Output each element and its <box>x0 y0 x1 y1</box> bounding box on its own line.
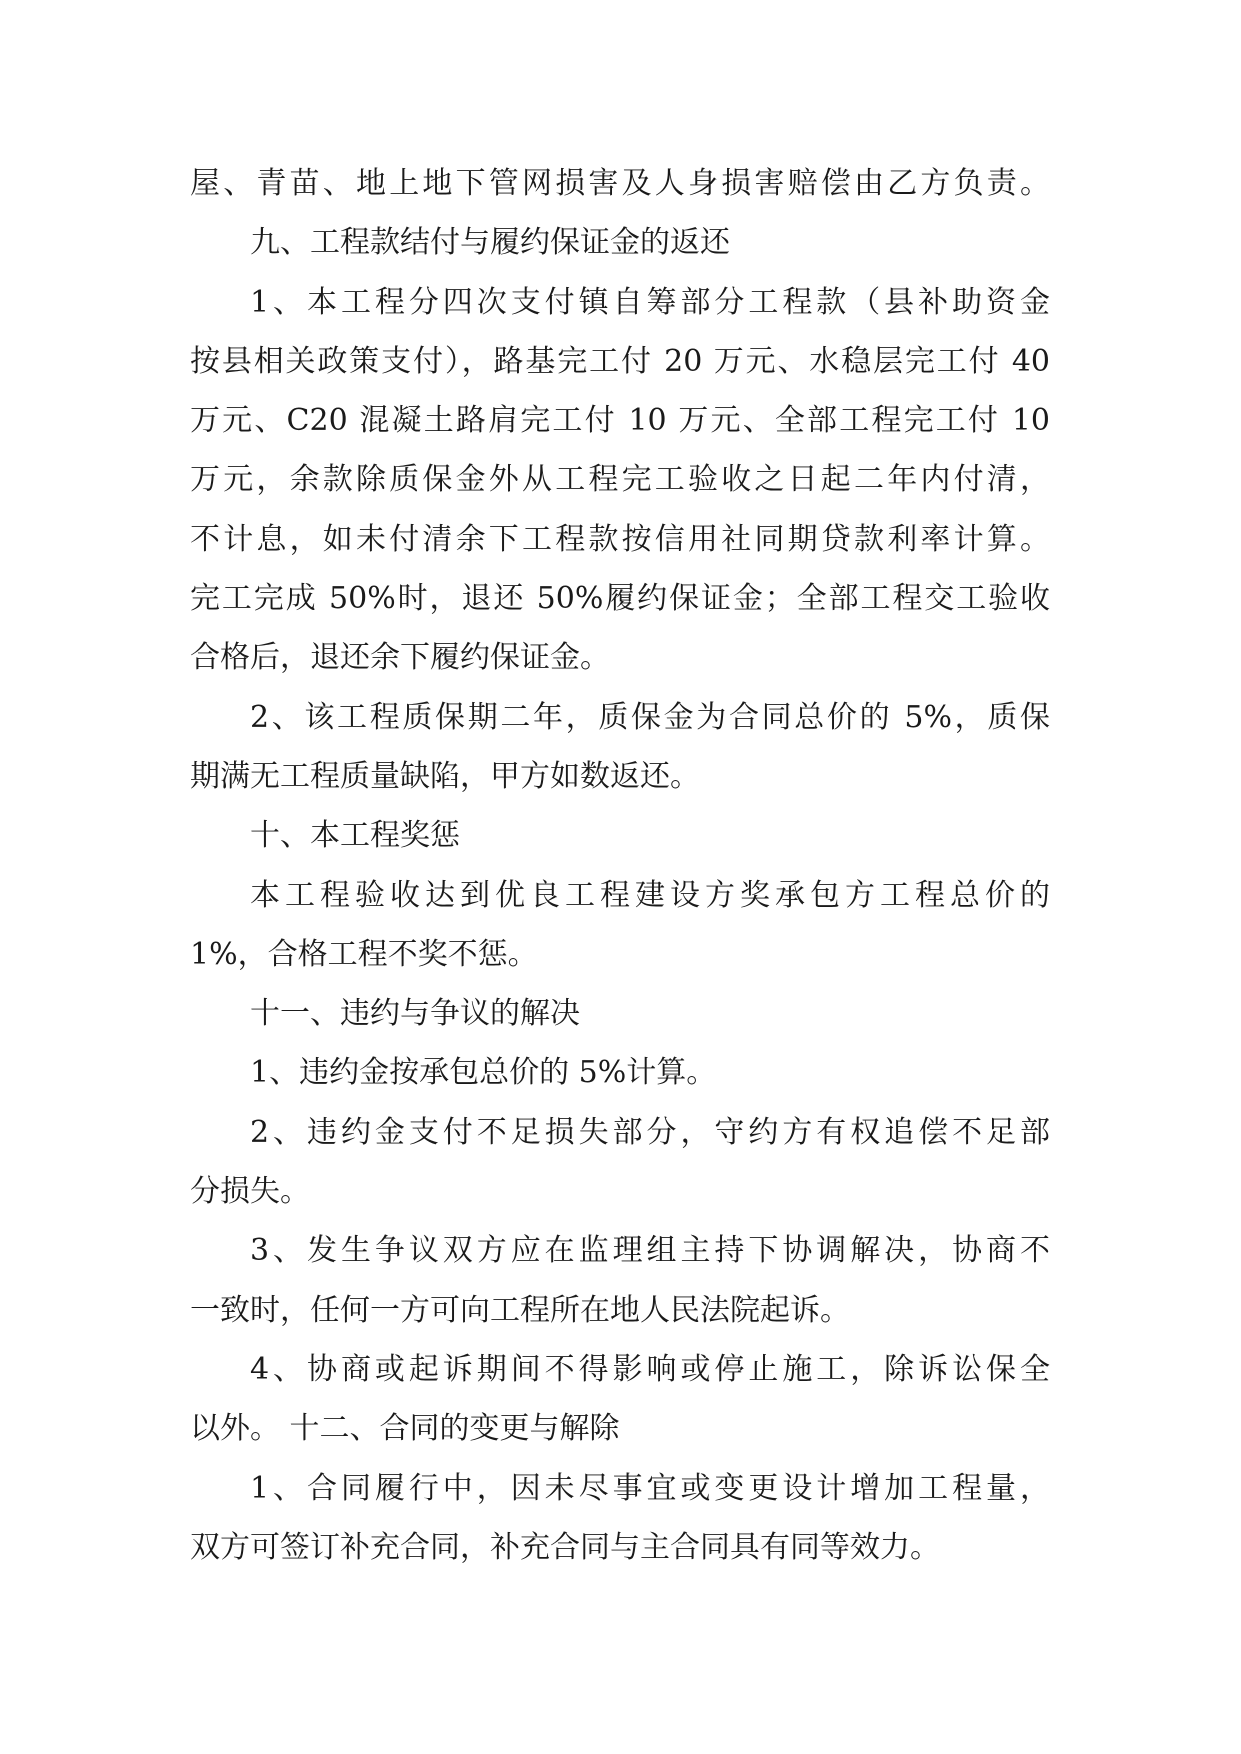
text-line: 分损失。 <box>190 1174 310 1210</box>
text-line: 十、本工程奖惩 <box>250 818 460 854</box>
text-line: 屋、青苗、地上地下管网损害及人身损害赔偿由乙方负责。 <box>190 166 1050 201</box>
text-line: 按县相关政策支付），路基完工付 20 万元、水稳层完工付 40 <box>190 343 1050 379</box>
text-line: 2、违约金支付不足损失部分，守约方有权追偿不足部 <box>250 1114 1050 1150</box>
text-line: 期满无工程质量缺陷，甲方如数返还。 <box>190 758 700 794</box>
text-line: 合格后，退还余下履约保证金。 <box>190 640 610 676</box>
text-line: 1、合同履行中，因未尽事宜或变更设计增加工程量， <box>250 1470 1050 1506</box>
text-line: 4、协商或起诉期间不得影响或停止施工，除诉讼保全 <box>250 1351 1050 1387</box>
text-line: 万元、C20 混凝土路肩完工付 10 万元、全部工程完工付 10 <box>190 403 1050 439</box>
document-body <box>190 154 1050 1577</box>
text-line: 1%，合格工程不奖不惩。 <box>190 936 538 972</box>
text-line: 3、发生争议双方应在监理组主持下协调解决，协商不 <box>250 1233 1050 1269</box>
text-line: 一致时，任何一方可向工程所在地人民法院起诉。 <box>190 1292 850 1328</box>
text-line: 以外。 十二、合同的变更与解除 <box>190 1411 620 1447</box>
text-line: 九、工程款结付与履约保证金的返还 <box>250 225 730 261</box>
text-line: 不计息，如未付清余下工程款按信用社同期贷款利率计算。 <box>190 521 1050 557</box>
text-line: 1、违约金按承包总价的 5%计算。 <box>250 1055 717 1091</box>
text-line: 完工完成 50%时，退还 50%履约保证金；全部工程交工验收 <box>190 581 1050 617</box>
text-line: 万元，余款除质保金外从工程完工验收之日起二年内付清， <box>190 462 1050 498</box>
text-line: 1、本工程分四次支付镇自筹部分工程款（县补助资金 <box>250 284 1050 320</box>
text-line: 本工程验收达到优良工程建设方奖承包方工程总价的 <box>250 877 1050 913</box>
text-line: 双方可签订补充合同，补充合同与主合同具有同等效力。 <box>190 1529 940 1565</box>
text-line: 十一、违约与争议的解决 <box>250 996 580 1032</box>
text-line: 2、该工程质保期二年，质保金为合同总价的 5%，质保 <box>250 699 1050 735</box>
